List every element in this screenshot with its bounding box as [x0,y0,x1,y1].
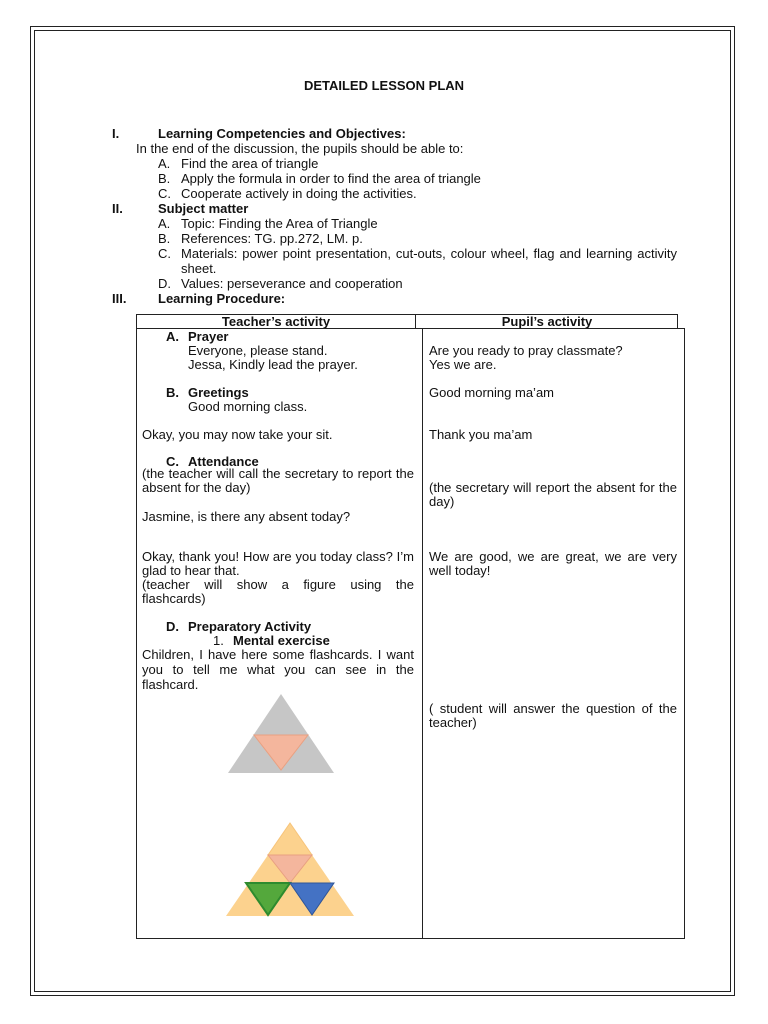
answer-pupil: ( student will answer the question of the teacher) [429,701,677,730]
greetings-letter: B. [166,385,179,400]
mental-exercise-heading: Mental exercise [233,633,330,648]
table-header [136,314,678,329]
objective-b-letter: B. [158,171,171,186]
subject-a-letter: A. [158,216,171,231]
prayer-heading: Prayer [188,329,229,344]
page-title: DETAILED LESSON PLAN [303,78,465,93]
subject-d-text: Values: perseverance and cooperation [181,276,403,291]
section-1-heading: Learning Competencies and Objectives: [158,126,406,141]
attendance-text: (the teacher will call the secretary to report the absent for the day) [142,466,414,495]
section-3-number: III. [112,291,127,306]
objective-a-text: Find the area of triangle [181,156,319,171]
flashcard-triangle-2 [224,822,356,918]
mental-exercise-number: 1. [213,633,224,648]
pupil-activity-header: Pupil’s activity [415,315,678,328]
greetings-pupil: Good morning ma’am [429,385,554,400]
objective-c-letter: C. [158,186,171,201]
okay-text: Okay, thank you! How are you today class? I’m glad to hear that. [142,549,414,578]
subject-b-letter: B. [158,231,171,246]
prayer-line-1: Everyone, please stand. [188,343,328,358]
section-2-number: II. [112,201,123,216]
attendance-heading: Attendance [188,454,259,469]
top-small-triangle [268,823,312,855]
subject-d-letter: D. [158,276,171,291]
subject-c-letter: C. [158,246,171,261]
prayer-line-2: Jessa, Kindly lead the prayer. [188,357,358,372]
greetings-line: Good morning class. [188,399,308,414]
column-divider [422,329,423,938]
section-3-heading: Learning Procedure: [158,291,286,306]
sit-pupil: Thank you ma’am [429,427,533,442]
prayer-pupil-line-1: Are you ready to pray classmate? [429,343,623,358]
prep-letter: D. [166,619,179,634]
show-figure-text: (teacher will show a figure using the flashcards) [142,577,414,606]
objective-c-text: Cooperate actively in doing the activities. [181,186,417,201]
section-1-number: I. [112,126,120,141]
flashcard-triangle-1 [226,692,336,776]
prayer-pupil-line-2: Yes we are. [429,357,497,372]
section-2-heading: Subject matter [158,201,249,216]
attendance-letter: C. [166,454,179,469]
objective-a-letter: A. [158,156,171,171]
good-pupil: We are good, we are great, we are very well today! [429,549,677,578]
section-1-intro: In the end of the discussion, the pupils should be able to: [136,141,464,156]
absent-question: Jasmine, is there any absent today? [142,509,351,524]
prep-heading: Preparatory Activity [188,619,312,634]
subject-b-text: References: TG. pp.272, LM. p. [181,231,363,246]
flashcard-text: Children, I have here some flashcards. I want you to tell me what you can see in the flashcard. [142,647,414,692]
teacher-activity-header: Teacher’s activity [221,314,331,329]
subject-a-text: Topic: Finding the Area of Triangle [181,216,378,231]
greetings-heading: Greetings [188,385,249,400]
prayer-letter: A. [166,329,179,344]
sit-teacher: Okay, you may now take your sit. [142,427,333,442]
attendance-pupil: (the secretary will report the absent for the day) [429,480,677,509]
subject-c-text: Materials: power point presentation, cut-outs, colour wheel, flag and learning activity sheet. [181,246,677,276]
objective-b-text: Apply the formula in order to find the area of triangle [181,171,481,186]
